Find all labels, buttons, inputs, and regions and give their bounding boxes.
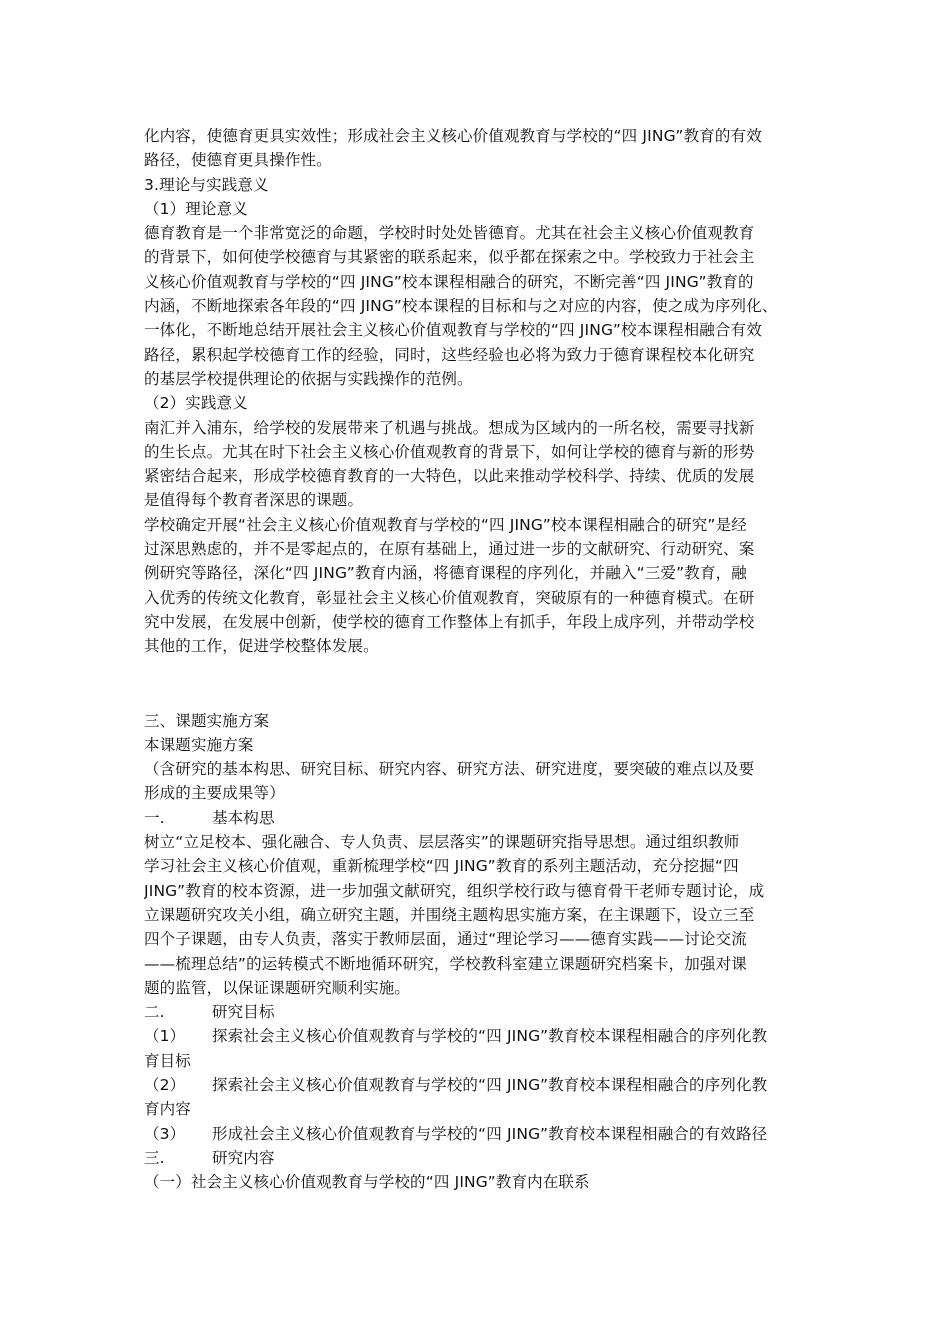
- text-line: 树立“立足校本、强化融合、专人负责、层层落实”的课题研究指导思想。通过组织教师: [144, 833, 740, 852]
- goal-text-continued: 育目标: [144, 1051, 191, 1070]
- text-line: 是值得每个教育者深思的课题。: [144, 491, 364, 510]
- subheading-theory: （1）理论意义: [144, 199, 248, 218]
- goal-item: [144, 1024, 816, 1048]
- blank-space: [144, 659, 816, 709]
- section-heading-significance: 3.理论与实践意义: [144, 175, 269, 194]
- text-line: 一体化，不断地总结开展社会主义核心价值观教育与学校的“四 JING”校本课程相融合有效: [144, 321, 762, 340]
- heading-title: 基本构思: [212, 808, 275, 827]
- text-line: 的生长点。尤其在时下社会主义核心价值观教育的背景下，如何让学校的德育与新的形势: [144, 442, 755, 461]
- text-line: 的基层学校提供理论的依据与实践操作的范例。: [144, 369, 473, 388]
- goal-number: （1）: [144, 1027, 186, 1046]
- text-line: 学校确定开展“社会主义核心价值观教育与学校的“四 JING”校本课程相融合的研究”是经: [144, 515, 747, 534]
- text-line: 的背景下，如何使学校德育与其紧密的联系起来，似乎都在探索之中。学校致力于社会主: [144, 248, 755, 267]
- text-line: 紧密结合起来，形成学校德育教育的一大特色，以此来推动学校科学、持续、优质的发展: [144, 467, 755, 486]
- goal-item: [144, 1073, 816, 1097]
- section-implementation-plan: [144, 709, 816, 1195]
- text-line: 入优秀的传统文化教育，彰显社会主义核心价值观教育，突破原有的一种德育模式。在研: [144, 588, 755, 607]
- subheading-plan: 本课题实施方案: [144, 735, 254, 754]
- text-line: 南汇并入浦东，给学校的发展带来了机遇与挑战。想成为区域内的一所名校，需要寻找新: [144, 418, 755, 437]
- text-line: ——梳理总结”的运转模式不断地循环研究，学校教科室建立课题研究档案卡，加强对课: [144, 954, 747, 973]
- text-line: 过深思熟虑的，并不是零起点的，在原有基础上，通过进一步的文献研究、行动研究、案: [144, 540, 755, 559]
- goal-text: 探索社会主义核心价值观教育与学校的“四 JING”教育校本课程相融合的序列化教: [212, 1075, 768, 1094]
- text-line: 内涵，不断地探索各年段的“四 JING”校本课程的目标和与之对应的内容，使之成为序列化、: [144, 297, 778, 316]
- goal-item: [144, 1122, 816, 1146]
- section-intro-paragraphs: [144, 124, 816, 659]
- heading-basic-concept: [144, 806, 816, 830]
- text-line: 立课题研究攻关小组，确立研究主题，并围绕主题构思实施方案，在主课题下，设立三至: [144, 905, 755, 924]
- section-heading-plan: 三、课题实施方案: [144, 711, 270, 730]
- goal-number: （3）: [144, 1124, 186, 1143]
- document-page: [144, 124, 816, 1194]
- goal-number: （2）: [144, 1075, 186, 1094]
- text-line: 学习社会主义核心价值观，重新梳理学校“四 JING”教育的系列主题活动，充分挖掘“四: [144, 857, 739, 876]
- text-line: JING”教育的校本资源，进一步加强文献研究，组织学校行政与德育骨干老师专题讨论，成: [144, 881, 765, 900]
- subheading-content-1: （一）社会主义核心价值观教育与学校的“四 JING”教育内在联系: [144, 1173, 590, 1192]
- text-line: 形成的主要成果等）: [144, 784, 285, 803]
- text-line: 四个子课题，由专人负责，落实于教师层面，通过“理论学习——德育实践——讨论交流: [144, 930, 747, 949]
- heading-title: 研究内容: [212, 1148, 275, 1167]
- heading-research-content: [144, 1146, 816, 1170]
- heading-research-goals: [144, 1000, 816, 1024]
- goal-text-continued: 育内容: [144, 1100, 191, 1119]
- heading-number: 二.: [144, 1003, 165, 1022]
- subheading-practice: （2）实践意义: [144, 394, 248, 413]
- text-line: 路径，累积起学校德育工作的经验，同时，这些经验也必将为致力于德育课程校本化研究: [144, 345, 755, 364]
- text-line: 化内容，使德育更具实效性；形成社会主义核心价值观教育与学校的“四 JING”教育的有效: [144, 127, 762, 145]
- goal-text: 形成社会主义核心价值观教育与学校的“四 JING”教育校本课程相融合的有效路径: [212, 1124, 768, 1143]
- heading-title: 研究目标: [212, 1003, 275, 1022]
- text-line: 义核心价值观教育与学校的“四 JING”校本课程相融合的研究，不断完善“四 JING”教育的: [144, 272, 754, 291]
- text-line: 究中发展，在发展中创新，使学校的德育工作整体上有抓手，年段上成序列，并带动学校: [144, 612, 755, 631]
- text-line: 题的监管，以保证课题研究顺利实施。: [144, 978, 411, 997]
- text-line: 例研究等路径，深化“四 JING”教育内涵，将德育课程的序列化，并融入“三爱”教育，融: [144, 564, 747, 583]
- text-line: 德育教育是一个非常宽泛的命题，学校时时处处皆德育。尤其在社会主义核心价值观教育: [144, 224, 755, 243]
- heading-number: 一.: [144, 808, 165, 827]
- heading-number: 三.: [144, 1148, 165, 1167]
- text-line: 其他的工作，促进学校整体发展。: [144, 637, 379, 656]
- text-line: （含研究的基本构思、研究目标、研究内容、研究方法、研究进度，要突破的难点以及要: [144, 760, 755, 779]
- goal-text: 探索社会主义核心价值观教育与学校的“四 JING”教育校本课程相融合的序列化教: [212, 1027, 768, 1046]
- text-line: 路径，使德育更具操作性。: [144, 151, 332, 170]
